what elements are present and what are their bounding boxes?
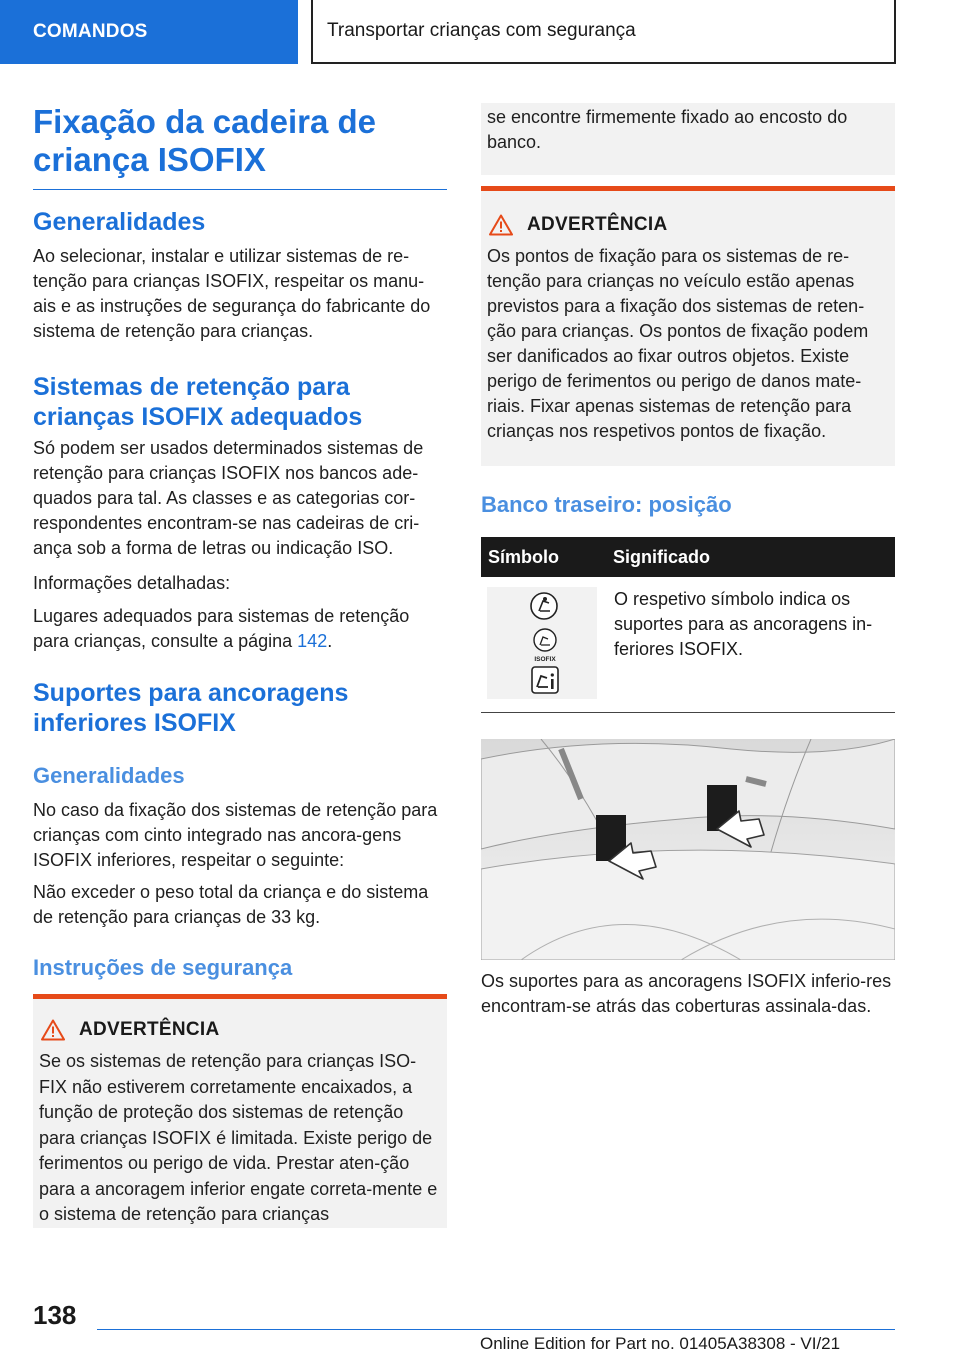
warning-box-2 bbox=[481, 186, 895, 466]
lugares-end: . bbox=[327, 631, 333, 651]
warning-triangle-icon bbox=[41, 1019, 65, 1041]
lugares-text: Lugares adequados para sistemas de retenção para crianças, consulte a página bbox=[33, 606, 410, 651]
warning-title: ADVERTÊNCIA bbox=[527, 214, 668, 235]
paragraph-info: Informações detalhadas: bbox=[33, 573, 231, 593]
heading-banco-traseiro: Banco traseiro: posição bbox=[481, 492, 732, 517]
heading-sistemas: Sistemas de retenção para crianças ISOFIX adequados bbox=[33, 373, 363, 431]
heading-instrucoes: Instruções de segurança bbox=[33, 955, 293, 980]
table-header-simbolo: Símbolo bbox=[481, 537, 606, 577]
footer-rule bbox=[97, 1329, 895, 1330]
paragraph-sistemas: Só podem ser usados determinados sistemas de retenção para crianças ISOFIX nos bancos ade-quados para tal. As classes e as categorias cor-respondentes encontram-se nas cadeiras de cri-ança sob a forma de letras ou indicação ISO. bbox=[33, 438, 424, 558]
footer-edition: Online Edition for Part no. 01405A38308 - VI/21 bbox=[480, 1334, 841, 1353]
isofix-seat-icon bbox=[487, 587, 597, 699]
heading-suportes: Suportes para ancoragens inferiores ISOFIX bbox=[33, 679, 349, 737]
warning-box-1 bbox=[33, 994, 447, 1228]
section-tab[interactable]: COMANDOS bbox=[0, 0, 298, 64]
paragraph-generalidades: Ao selecionar, instalar e utilizar sistemas de re-tenção para crianças ISOFIX, respeitar os manu-ais e as instruções de segurança do fabricante do sistema de retenção para crianças. bbox=[33, 246, 431, 341]
chapter-title: Fixação da cadeira de criança ISOFIX bbox=[33, 103, 447, 190]
paragraph-lugares bbox=[33, 604, 447, 654]
divider bbox=[481, 712, 895, 713]
symbol-cell bbox=[481, 577, 606, 699]
warning-title: ADVERTÊNCIA bbox=[79, 1019, 220, 1040]
rear-seat-image bbox=[481, 739, 895, 960]
isofix-label: ISOFIX bbox=[534, 656, 556, 663]
warning-heading bbox=[33, 999, 447, 1041]
table-row bbox=[481, 577, 895, 699]
paragraph-caso: No caso da fixação dos sistemas de retenção para crianças com cinto integrado nas ancora-gens ISOFIX inferiores, respeitar o seguinte: bbox=[33, 800, 438, 870]
heading-generalidades-2: Generalidades bbox=[33, 763, 185, 788]
warning-text: Se os sistemas de retenção para crianças ISO-FIX não estiverem corretamente encaixados, a função de proteção dos sistemas de retenção para crianças ISOFIX é limitada. Existe perigo de ferimentos ou perigo de vida. Prestar aten-ção para a ancoragem inferior engate correta-mente e o sistema de retenção para crianças bbox=[39, 1051, 438, 1224]
meaning-cell: O respetivo símbolo indica os suportes para as ancoragens in-feriores ISOFIX. bbox=[614, 589, 873, 659]
rear-seat-illustration bbox=[481, 739, 895, 960]
continued-box bbox=[481, 103, 895, 175]
page-number: 138 bbox=[33, 1300, 77, 1330]
table-header-significado: Significado bbox=[606, 537, 895, 577]
isofix-symbols bbox=[487, 587, 597, 699]
page-link[interactable]: 142 bbox=[297, 631, 328, 651]
symbol-table bbox=[481, 537, 895, 699]
page-header-title: Transportar crianças com segurança bbox=[311, 0, 896, 64]
image-caption: Os suportes para as ancoragens ISOFIX inferio-res encontram-se atrás das coberturas assinala-das. bbox=[481, 971, 892, 1016]
warning-text: Os pontos de fixação para os sistemas de re-tenção para crianças no veículo estão apenas previstos para a fixação dos sistemas de reten-ção para crianças. Os pontos de fixação podem ser danificados ao fixar outros objetos. Existe perigo de ferimentos ou perigo de danos mate-riais. Fixar apenas sistemas de retenção para crianças nos respetivos pontos de fixação. bbox=[487, 246, 869, 441]
table-header-row bbox=[481, 537, 895, 577]
warning-heading bbox=[481, 191, 895, 236]
continued-text: se encontre firmemente fixado ao encosto do banco. bbox=[487, 107, 848, 152]
heading-generalidades: Generalidades bbox=[33, 208, 206, 236]
warning-triangle-icon bbox=[489, 214, 513, 236]
paragraph-nao-exceder: Não exceder o peso total da criança e do sistema de retenção para crianças de 33 kg. bbox=[33, 882, 429, 927]
